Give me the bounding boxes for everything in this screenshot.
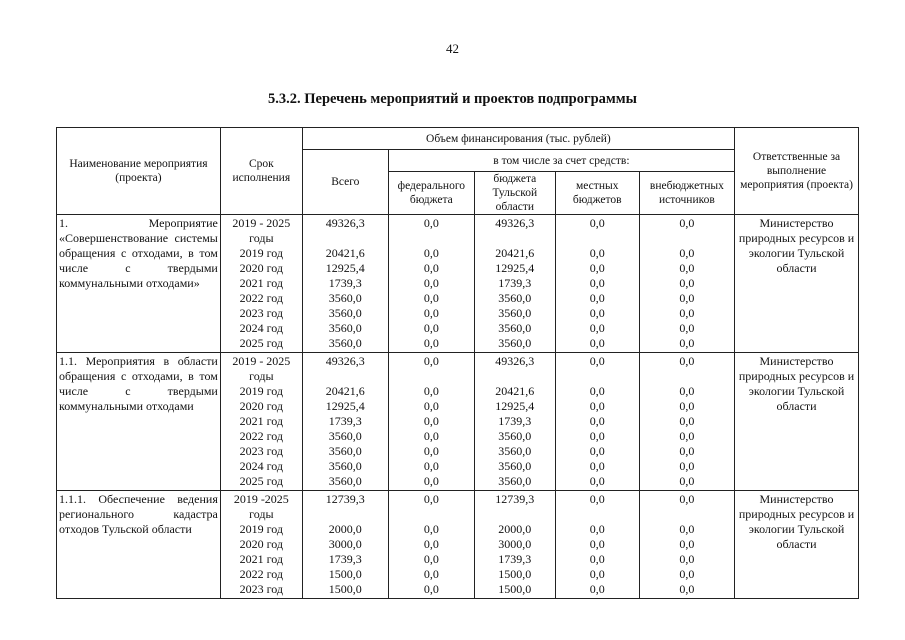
federal-value: 0,0 xyxy=(423,276,439,290)
total-value: 1739,3 xyxy=(328,552,362,566)
header-name: Наименование мероприятия (проекта) xyxy=(57,128,221,215)
regional-value: 1500,0 xyxy=(498,567,532,581)
local-value xyxy=(558,507,637,522)
regional-value: 12925,4 xyxy=(495,261,535,275)
cell-total xyxy=(302,491,388,599)
federal-value: 0,0 xyxy=(423,444,439,458)
federal-value: 0,0 xyxy=(423,336,439,350)
total-value: 3560,0 xyxy=(328,474,362,488)
period-value: 2020 год xyxy=(239,399,284,413)
total-value: 3560,0 xyxy=(328,336,362,350)
period-value: годы xyxy=(249,231,274,245)
cell-offbudget xyxy=(639,215,734,353)
total-value: 20421,6 xyxy=(325,384,365,398)
header-period: Срок исполнения xyxy=(220,128,302,215)
total-value: 2000,0 xyxy=(328,522,362,536)
total-value xyxy=(305,507,386,522)
regional-value: 3560,0 xyxy=(498,444,532,458)
period-value: 2025 год xyxy=(239,336,284,350)
federal-value: 0,0 xyxy=(423,492,439,506)
total-value: 3560,0 xyxy=(328,444,362,458)
offbudget-value: 0,0 xyxy=(679,399,695,413)
regional-value: 3000,0 xyxy=(498,537,532,551)
local-value: 0,0 xyxy=(589,291,605,305)
regional-value: 3560,0 xyxy=(498,291,532,305)
total-value: 1500,0 xyxy=(328,567,362,581)
regional-value: 2000,0 xyxy=(498,522,532,536)
activity-name: 1. Мероприятие «Совершенствование системы обращения с отходами, в том числе с твердыми коммунальными отходами» xyxy=(57,215,221,353)
total-value xyxy=(305,231,386,246)
header-funding-group: Объем финансирования (тыс. рублей) xyxy=(302,128,734,150)
table-body xyxy=(57,215,859,599)
activity-name: 1.1. Мероприятия в области обращения с отходами, в том числе с твердыми коммунальными отходами xyxy=(57,353,221,491)
offbudget-value xyxy=(642,507,732,522)
period-value: 2024 год xyxy=(239,459,284,473)
offbudget-value: 0,0 xyxy=(679,444,695,458)
period-value: 2021 год xyxy=(239,276,284,290)
local-value: 0,0 xyxy=(589,537,605,551)
table-row xyxy=(57,353,859,491)
regional-value: 49326,3 xyxy=(495,354,535,368)
regional-value: 12739,3 xyxy=(495,492,535,506)
total-value: 49326,3 xyxy=(325,354,365,368)
total-value: 49326,3 xyxy=(325,216,365,230)
local-value: 0,0 xyxy=(589,414,605,428)
regional-value: 20421,6 xyxy=(495,246,535,260)
responsible-party: Министерство природных ресурсов и экологии Тульской области xyxy=(735,215,859,353)
regional-value: 49326,3 xyxy=(495,216,535,230)
federal-value: 0,0 xyxy=(423,567,439,581)
period-value: 2019 -2025 xyxy=(233,492,289,506)
federal-value xyxy=(391,231,472,246)
regional-value: 1739,3 xyxy=(498,414,532,428)
local-value: 0,0 xyxy=(589,384,605,398)
table-header xyxy=(57,128,859,215)
federal-value: 0,0 xyxy=(423,216,439,230)
period-value: 2020 год xyxy=(239,261,284,275)
offbudget-value: 0,0 xyxy=(679,261,695,275)
local-value: 0,0 xyxy=(589,552,605,566)
federal-value: 0,0 xyxy=(423,354,439,368)
offbudget-value: 0,0 xyxy=(679,354,695,368)
cell-period xyxy=(220,215,302,353)
total-value: 20421,6 xyxy=(325,246,365,260)
local-value: 0,0 xyxy=(589,567,605,581)
federal-value: 0,0 xyxy=(423,384,439,398)
offbudget-value: 0,0 xyxy=(679,474,695,488)
local-value: 0,0 xyxy=(589,336,605,350)
local-value: 0,0 xyxy=(589,276,605,290)
regional-value xyxy=(477,507,553,522)
header-including: в том числе за счет средств: xyxy=(388,150,734,172)
regional-value: 3560,0 xyxy=(498,429,532,443)
header-federal: федерального бюджета xyxy=(388,172,474,215)
total-value: 12739,3 xyxy=(325,492,365,506)
total-value: 1500,0 xyxy=(328,582,362,596)
table-row xyxy=(57,491,859,599)
federal-value: 0,0 xyxy=(423,399,439,413)
offbudget-value: 0,0 xyxy=(679,291,695,305)
total-value: 1739,3 xyxy=(328,276,362,290)
offbudget-value: 0,0 xyxy=(679,429,695,443)
local-value xyxy=(558,231,637,246)
cell-local xyxy=(555,215,639,353)
federal-value: 0,0 xyxy=(423,474,439,488)
federal-value: 0,0 xyxy=(423,459,439,473)
regional-value: 3560,0 xyxy=(498,306,532,320)
period-value: 2022 год xyxy=(239,429,284,443)
federal-value: 0,0 xyxy=(423,261,439,275)
period-value: 2022 год xyxy=(239,291,284,305)
federal-value: 0,0 xyxy=(423,321,439,335)
total-value: 3560,0 xyxy=(328,306,362,320)
total-value: 1739,3 xyxy=(328,414,362,428)
period-value: 2019 год xyxy=(239,246,284,260)
period-value: 2019 - 2025 xyxy=(232,354,291,368)
header-total: Всего xyxy=(302,150,388,215)
offbudget-value: 0,0 xyxy=(679,216,695,230)
federal-value: 0,0 xyxy=(423,522,439,536)
period-value: 2023 год xyxy=(239,306,284,320)
total-value: 3560,0 xyxy=(328,459,362,473)
offbudget-value: 0,0 xyxy=(679,384,695,398)
regional-value: 1739,3 xyxy=(498,552,532,566)
regional-value: 1739,3 xyxy=(498,276,532,290)
total-value: 3000,0 xyxy=(328,537,362,551)
activity-name: 1.1.1. Обеспечение ведения регионального кадастра отходов Тульской области xyxy=(57,491,221,599)
offbudget-value: 0,0 xyxy=(679,414,695,428)
header-responsible: Ответственные за выполнение мероприятия (проекта) xyxy=(735,128,859,215)
table-row xyxy=(57,215,859,353)
offbudget-value: 0,0 xyxy=(679,567,695,581)
cell-local xyxy=(555,491,639,599)
header-local: местных бюджетов xyxy=(555,172,639,215)
period-value: 2019 год xyxy=(239,522,284,536)
offbudget-value: 0,0 xyxy=(679,459,695,473)
local-value: 0,0 xyxy=(589,306,605,320)
period-value: 2024 год xyxy=(239,321,284,335)
regional-value: 12925,4 xyxy=(495,399,535,413)
federal-value: 0,0 xyxy=(423,414,439,428)
offbudget-value: 0,0 xyxy=(679,306,695,320)
regional-value xyxy=(477,231,553,246)
local-value: 0,0 xyxy=(589,354,605,368)
cell-regional xyxy=(474,353,555,491)
cell-federal xyxy=(388,353,474,491)
total-value: 3560,0 xyxy=(328,321,362,335)
local-value: 0,0 xyxy=(589,522,605,536)
section-title: 5.3.2. Перечень мероприятий и проектов подпрограммы xyxy=(268,91,637,107)
offbudget-value: 0,0 xyxy=(679,246,695,260)
federal-value: 0,0 xyxy=(423,291,439,305)
period-value: 2019 - 2025 xyxy=(232,216,291,230)
local-value: 0,0 xyxy=(589,582,605,596)
federal-value: 0,0 xyxy=(423,429,439,443)
period-value: 2023 год xyxy=(239,444,284,458)
period-value: годы xyxy=(249,369,274,383)
cell-regional xyxy=(474,491,555,599)
total-value xyxy=(305,369,386,384)
local-value: 0,0 xyxy=(589,246,605,260)
local-value: 0,0 xyxy=(589,459,605,473)
federal-value: 0,0 xyxy=(423,306,439,320)
cell-regional xyxy=(474,215,555,353)
local-value xyxy=(558,369,637,384)
total-value: 3560,0 xyxy=(328,429,362,443)
cell-offbudget xyxy=(639,491,734,599)
period-value: 2021 год xyxy=(239,552,284,566)
period-value: 2023 год xyxy=(239,582,284,596)
cell-total xyxy=(302,353,388,491)
offbudget-value xyxy=(642,231,732,246)
period-value: годы xyxy=(249,507,274,521)
cell-period xyxy=(220,353,302,491)
offbudget-value: 0,0 xyxy=(679,537,695,551)
regional-value: 1500,0 xyxy=(498,582,532,596)
activities-table xyxy=(56,127,859,599)
page-number: 42 xyxy=(446,41,459,56)
cell-local xyxy=(555,353,639,491)
period-value: 2019 год xyxy=(239,384,284,398)
header-regional: бюджета Тульской области xyxy=(474,172,555,215)
regional-value: 20421,6 xyxy=(495,384,535,398)
local-value: 0,0 xyxy=(589,261,605,275)
federal-value: 0,0 xyxy=(423,552,439,566)
total-value: 12925,4 xyxy=(325,399,365,413)
local-value: 0,0 xyxy=(589,399,605,413)
federal-value xyxy=(391,369,472,384)
local-value: 0,0 xyxy=(589,444,605,458)
cell-offbudget xyxy=(639,353,734,491)
federal-value xyxy=(391,507,472,522)
period-value: 2022 год xyxy=(239,567,284,581)
federal-value: 0,0 xyxy=(423,537,439,551)
regional-value xyxy=(477,369,553,384)
offbudget-value: 0,0 xyxy=(679,321,695,335)
local-value: 0,0 xyxy=(589,474,605,488)
local-value: 0,0 xyxy=(589,492,605,506)
local-value: 0,0 xyxy=(589,429,605,443)
offbudget-value: 0,0 xyxy=(679,522,695,536)
cell-federal xyxy=(388,491,474,599)
cell-federal xyxy=(388,215,474,353)
total-value: 3560,0 xyxy=(328,291,362,305)
period-value: 2021 год xyxy=(239,414,284,428)
responsible-party: Министерство природных ресурсов и экологии Тульской области xyxy=(735,491,859,599)
offbudget-value: 0,0 xyxy=(679,582,695,596)
local-value: 0,0 xyxy=(589,321,605,335)
period-value: 2025 год xyxy=(239,474,284,488)
period-value: 2020 год xyxy=(239,537,284,551)
offbudget-value: 0,0 xyxy=(679,552,695,566)
federal-value: 0,0 xyxy=(423,582,439,596)
local-value: 0,0 xyxy=(589,216,605,230)
cell-total xyxy=(302,215,388,353)
regional-value: 3560,0 xyxy=(498,474,532,488)
total-value: 12925,4 xyxy=(325,261,365,275)
cell-period xyxy=(220,491,302,599)
regional-value: 3560,0 xyxy=(498,336,532,350)
regional-value: 3560,0 xyxy=(498,321,532,335)
offbudget-value: 0,0 xyxy=(679,492,695,506)
regional-value: 3560,0 xyxy=(498,459,532,473)
offbudget-value xyxy=(642,369,732,384)
header-offbudget: внебюджетных источников xyxy=(639,172,734,215)
offbudget-value: 0,0 xyxy=(679,276,695,290)
offbudget-value: 0,0 xyxy=(679,336,695,350)
responsible-party: Министерство природных ресурсов и экологии Тульской области xyxy=(735,353,859,491)
federal-value: 0,0 xyxy=(423,246,439,260)
